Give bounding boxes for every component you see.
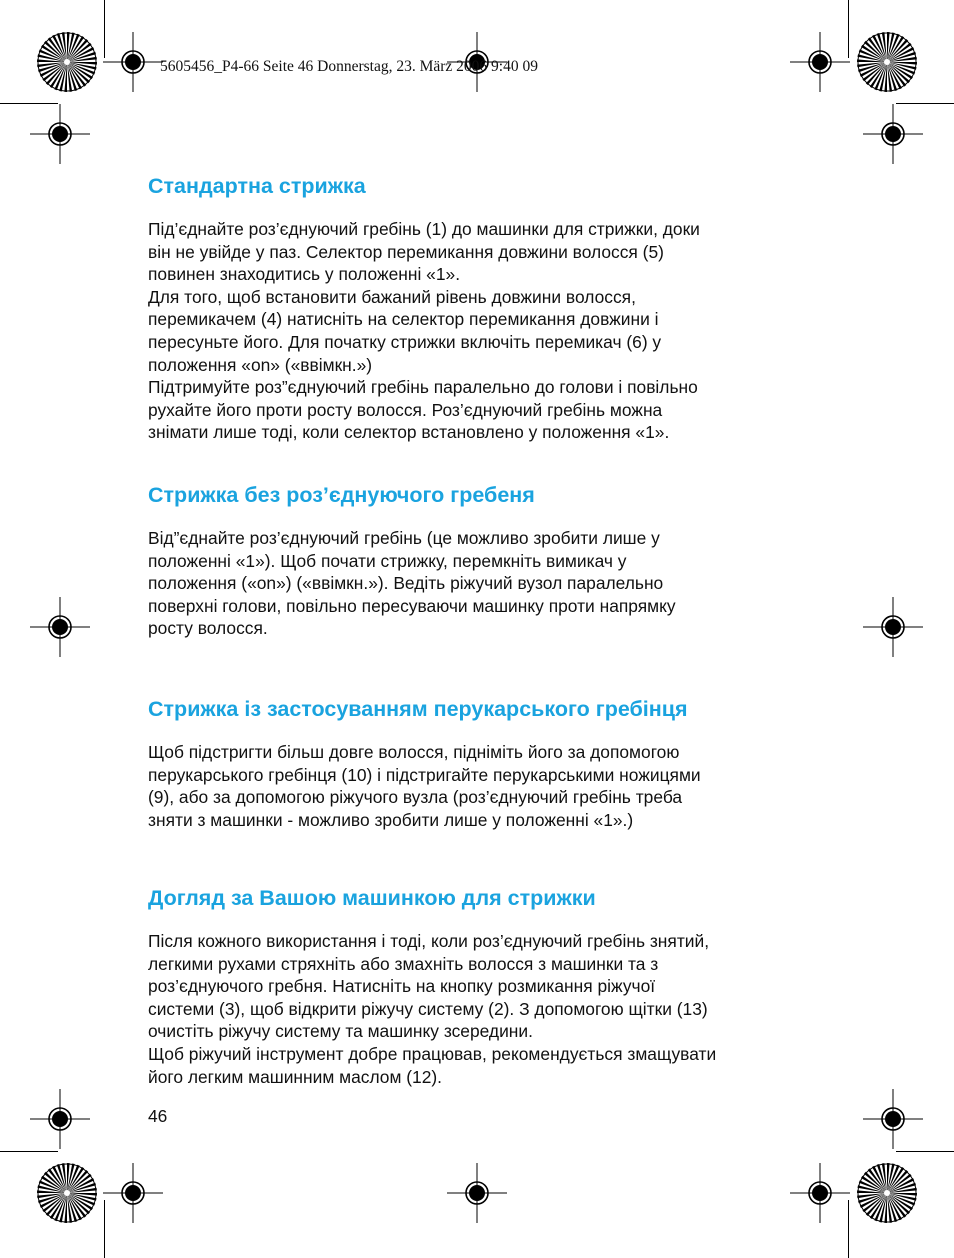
section-barber-comb: [148, 695, 828, 831]
text-line: положення («on») («ввімкн.»). Ведіть ріжучий вузол паралельно: [148, 573, 664, 594]
text-line: очистіть ріжучу систему та машинку зсередини.: [148, 1021, 533, 1042]
registration-mark-icon: [30, 1089, 90, 1149]
crop-mark: [104, 1200, 105, 1258]
text-line: Щоб підстригти більш довге волосся, підніміть його за допомогою: [148, 742, 680, 762]
text-line: зняти з машинки - можливо зробити лише у положенні «1».): [148, 809, 634, 830]
text-line: пересуньте його. Для початку стрижки включіть перемикач (6) у: [148, 331, 662, 352]
crop-mark: [896, 103, 954, 104]
registration-mark-icon: [103, 32, 163, 92]
section-body: [148, 527, 828, 640]
text-line: Після кожного використання і тоді, коли роз’єднуючий гребінь знятий,: [148, 931, 710, 951]
registration-mark-icon: [863, 104, 923, 164]
registration-mark-icon: [103, 1163, 163, 1223]
crop-mark: [848, 1200, 849, 1258]
text-line: роз’єднуючого гребня. Натисніть на кнопку розмикання ріжучої: [148, 976, 656, 997]
registration-mark-icon: [30, 597, 90, 657]
text-line: системи (3), щоб відкрити ріжучу систему (2). З допомогою щітки (13): [148, 998, 708, 1019]
text-line: Щоб ріжучий інструмент добре працював, рекомендується змащувати: [148, 1043, 717, 1064]
sunburst-mark-icon: [857, 1163, 917, 1223]
text-line: знімати лише тоді, коли селектор встановлено у положення «1».: [148, 422, 670, 443]
text-line: положення «on» («ввімкн.»): [148, 354, 373, 375]
section-title: Стандартна стрижка: [148, 174, 366, 198]
section-without-comb: [148, 481, 828, 640]
section-title: Стрижка без роз’єднуючого гребеня: [148, 483, 535, 507]
registration-mark-icon: [790, 1163, 850, 1223]
section-title: Догляд за Вашою машинкою для стрижки: [148, 886, 596, 910]
text-line: перемикачем (4) натисніть на селектор перемикання довжини і: [148, 309, 659, 330]
registration-mark-icon: [30, 104, 90, 164]
section-body: [148, 930, 828, 1088]
text-line: він не увійде у паз. Селектор перемикання довжини волосся (5): [148, 241, 664, 262]
text-line: поверхні голови, повільно пересуваючи машинку проти напрямку: [148, 595, 676, 616]
text-line: росту волосся.: [148, 618, 268, 639]
registration-mark-icon: [863, 597, 923, 657]
crop-mark: [104, 0, 105, 58]
text-line: Підтримуйте роз”єднуючий гребінь паралельно до голови і повільно: [148, 377, 698, 398]
section-body: [148, 218, 828, 444]
text-line: (9), або за допомогою ріжучого вузла (роз’єднуючий гребінь треба: [148, 787, 683, 808]
section-clipper-care: [148, 884, 828, 1088]
crop-mark: [0, 103, 58, 104]
sunburst-mark-icon: [37, 1163, 97, 1223]
registration-mark-icon: [447, 1163, 507, 1223]
section-standard-haircut: [148, 172, 828, 444]
text-line: повинен знаходитись у положенні «1».: [148, 264, 461, 285]
registration-mark-icon: [863, 1089, 923, 1149]
text-line: рухайте його проти росту волосся. Роз’єднуючий гребінь можна: [148, 399, 663, 420]
crop-mark: [0, 1151, 58, 1152]
section-body: [148, 741, 828, 831]
text-line: Під’єднайте роз’єднуючий гребінь (1) до машинки для стрижки, доки: [148, 219, 700, 239]
text-line: легкими рухами стряхніть або змахніть волосся з машинки та з: [148, 953, 659, 974]
sunburst-mark-icon: [857, 32, 917, 92]
crop-mark: [848, 0, 849, 58]
text-line: перукарського гребінця (10) і підстригайте перукарськими ножицями: [148, 764, 701, 785]
registration-mark-icon: [790, 32, 850, 92]
text-line: його легким машинним маслом (12).: [148, 1066, 443, 1087]
crop-mark: [896, 1151, 954, 1152]
print-imprint-line: 5605456_P4-66 Seite 46 Donnerstag, 23. März 2006 9:40 09: [160, 58, 538, 75]
text-line: положенні «1»). Щоб почати стрижку, перемкніть вимикач у: [148, 550, 627, 571]
text-line: Від”єднайте роз’єднуючий гребінь (це можливо зробити лише у: [148, 528, 660, 548]
page-number: 46: [148, 1106, 168, 1126]
sunburst-mark-icon: [37, 32, 97, 92]
text-line: Для того, щоб встановити бажаний рівень довжини волосся,: [148, 286, 636, 307]
section-title: Стрижка із застосуванням перукарського гребінця: [148, 697, 688, 721]
